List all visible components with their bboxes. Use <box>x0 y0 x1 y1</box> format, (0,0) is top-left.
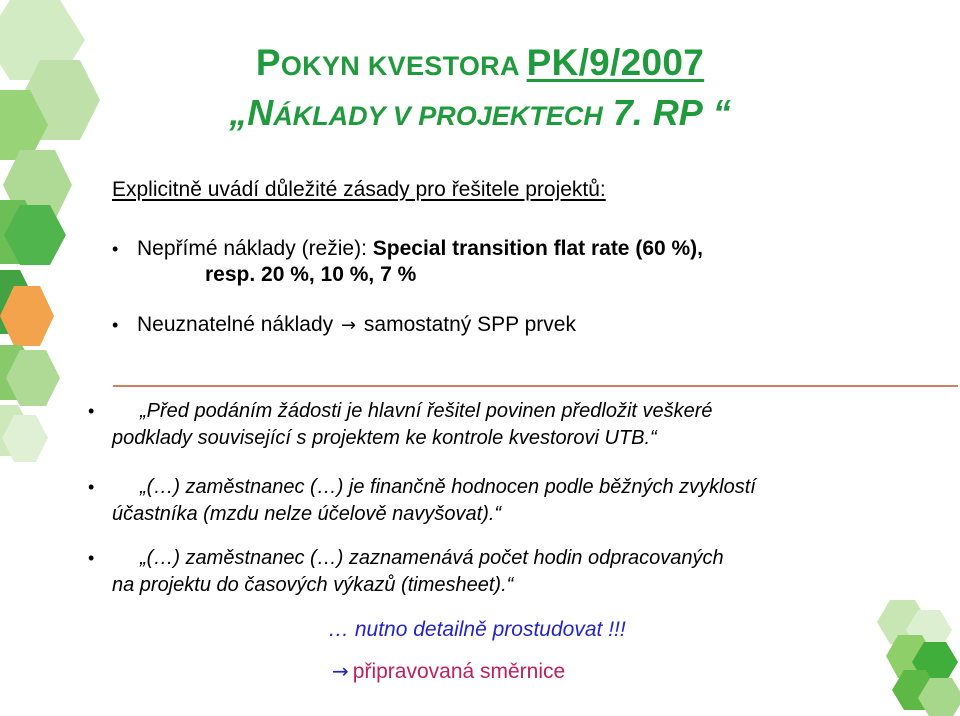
upcoming-directive-text: připravovaná směrnice <box>352 660 566 683</box>
arrow-right-icon: → <box>340 315 357 336</box>
title-quote-open: „ <box>229 92 248 133</box>
slide-title-line2 <box>0 92 960 134</box>
title-document-code: PK/9/2007 <box>526 42 705 83</box>
right-hexagon-decoration <box>860 590 960 716</box>
quote-item <box>88 474 902 528</box>
bullet2-prefix: Neuznatelné náklady <box>137 313 334 336</box>
bullet1-bold-2: resp. 20 %, 10 %, 7 % <box>205 263 417 286</box>
quote-line: účastníka (mzdu nelze účelově navyšovat).“ <box>112 503 502 525</box>
bullet1-prefix: Nepřímé náklady (režie): <box>137 237 373 260</box>
bullet-indirect-costs <box>112 236 704 288</box>
study-note: … nutno detailně prostudovat !!! <box>328 618 626 641</box>
quote-line: „(…) zaměstnanec (…) zaznamenává počet hodin odpracovaných <box>140 547 724 569</box>
quote-line: na projektu do časových výkazů (timesheet).“ <box>112 574 514 596</box>
title-quote-close: “ <box>712 92 731 133</box>
quote-line: „(…) zaměstnanec (…) je finančně hodnocen podle běžných zvyklostí <box>140 476 756 498</box>
title-letter-p: P <box>255 42 281 83</box>
arrow-right-icon: → <box>332 659 349 683</box>
quote-line: podklady související s projektem ke kontrole kvestorovi UTB.“ <box>112 427 657 449</box>
bullet-dot: • <box>88 548 95 568</box>
quote-line: „Před podáním žádosti je hlavní řešitel povinen předložit veškeré <box>140 400 713 422</box>
bullet1-bold-1: Special transition flat rate (60 %), <box>372 237 704 260</box>
section-divider <box>113 385 958 387</box>
quote-item <box>88 545 902 599</box>
intro-text: Explicitně uvádí důležité zásady pro řešitele projektů: <box>112 178 606 201</box>
title-letter-n: N <box>247 92 274 133</box>
upcoming-directive-note <box>332 659 565 684</box>
bullet-dot: • <box>112 315 119 335</box>
title2-rest: 7. RP <box>602 92 703 133</box>
title-small-caps: OKYN KVESTORA <box>280 51 527 81</box>
title2-small-caps: ÁKLADY V PROJEKTECH <box>273 101 603 131</box>
bullet-dot: • <box>88 477 95 497</box>
quote-item <box>88 398 852 452</box>
bullet-dot: • <box>88 401 95 421</box>
bullet-dot: • <box>112 239 119 259</box>
bullet2-suffix: samostatný SPP prvek <box>363 313 576 336</box>
slide-title-line1 <box>0 42 960 84</box>
bullet-ineligible-costs <box>112 312 576 339</box>
